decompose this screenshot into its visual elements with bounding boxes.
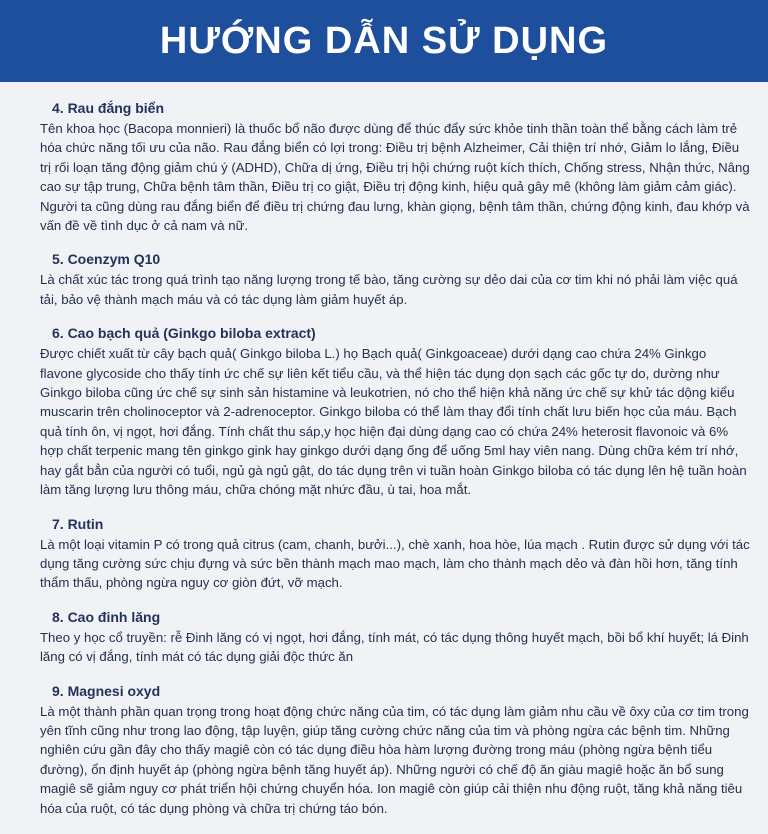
section-heading: 8. Cao đinh lăng (52, 608, 161, 625)
section-text: Được chiết xuất từ cây bạch quả( Ginkgo biloba L.) họ Bạch quả( Ginkgoaceae) dưới dạng cao chứa 24% Ginkgo flavone glycoside cho thấy tính ức chế sự liên kết tiểu cầu, và thể hiện tác dụng dọn sạch các gốc tự do, dường như Ginkgo biloba cũng ức chế sự sinh sản histamine và leukotrien, nó cho thể hiện khả năng ức chế sự khử tác dộng kiểu muscarin trên cholinoceptor và 2-adrenoceptor. Ginkgo biloba có thể làm thay đổi tính chất lưu biến học của máu. Bạch quả tính ôn, vị ngọt, hơi đắng. Tính chất thu sáp,y học hiện đại dùng dạng cao có chứa 24% heterosit flavonoic và 6% hợp chất terpenic mang tên ginkgo gink hay ginkgo dưới dạng ống để uống 5ml hay viên nang. Dùng chữa kém trí nhớ, hay gắt bẳn của người có tuổi, ngủ gà ngủ gật, do tác dụng trên vi tuần hoàn Ginkgo biloba có tác dụng lên hệ tuần hoàn làm tăng lượng lưu thông máu, chữa chóng mặt nhức đầu, ù tai, hoa mắt. (40, 346, 747, 498)
header-banner (0, 0, 768, 82)
section-heading: 9. Magnesi oxyd (52, 682, 161, 699)
section-text: Là một loại vitamin P có trong quả citrus (cam, chanh, bưởi...), chè xanh, hoa hòe, lúa mạch . Rutin được sử dụng với tác dụng tăng cường sức chịu đựng và sức bền thành mạch mao mạch, làm cho thành mạch dẻo và đàn hồi hơn, tăng tính thẩm thấu, phòng ngừa nguy cơ giòn đứt, vỡ mạch. (40, 536, 750, 591)
section-heading: 5. Coenzym Q10 (52, 251, 161, 268)
section-text: Là một thành phần quan trọng trong hoạt động chức năng của tim, có tác dụng làm giảm nhu cầu về ôxy của cơ tim trong yên tĩnh cũng như trong lao động, tập luyện, giúp tăng cường chức năng của tim và phòng ngừa các bệnh tim. Những nghiên cứu gần đây cho thấy magiê còn có tác dụng điều hòa hàm lượng đường trong máu (phòng ngừa bệnh tiểu đường), ổn định huyết áp (phòng ngừa bệnh tăng huyết áp). Những người có chế độ ăn giàu magiê hoặc ăn bổ sung magiê sẽ giảm nguy cơ phát triển hội chứng chuyển hóa. Ion magiê còn giúp cải thiện nhu động ruột, tăng khả năng tiêu hóa của ruột, có tác dụng phòng và chữa trị chứng táo bón. (40, 703, 749, 816)
page-title: HƯỚNG DẪN SỬ DỤNG (159, 19, 609, 62)
section-heading: 6. Cao bạch quả (Ginkgo biloba extract) (52, 325, 316, 342)
section-coenzym-q10 (40, 251, 752, 309)
document-body (40, 100, 752, 834)
section-heading: 4. Rau đắng biển (52, 100, 165, 116)
section-rau-dang-bien (40, 100, 752, 235)
section-text: Tên khoa học (Bacopa monnieri) là thuốc bổ não được dùng để thúc đẩy sức khỏe tinh thần toàn thể bằng cách làm trẻ hóa chức năng tối ưu của não. Rau đắng biển có lợi trong: Điều trị bệnh Alzheimer, Cải thiện trí nhớ, Giảm lo lắng, Điều trị rối loạn tăng động giảm chú ý (ADHD), Chữa dị ứng, Điều trị hội chứng ruột kích thích, Chống stress, Nhận thức, Nâng cao sự tập trung, Chữa bệnh tâm thần, Điều trị co giật, Điều trị động kinh, hiệu quả gây mê (không làm giảm cảm giác). Người ta cũng dùng rau đắng biển để điều trị chứng đau lưng, khàn giọng, bệnh tâm thần, chứng động kinh, đau khớp và vấn đề về tình dục ở cả nam và nữ. (40, 121, 750, 234)
section-heading: 7. Rutin (52, 515, 104, 532)
section-magnesi-oxyd (40, 683, 752, 818)
section-cao-bach-qua (40, 325, 752, 499)
section-text: Theo y học cổ truyền: rễ Đinh lăng có vị ngọt, hơi đắng, tính mát, có tác dụng thông huyết mạch, bồi bổ khí huyết; lá Đinh lăng có vị đắng, tính mát có tác dụng giải độc thức ăn (40, 629, 749, 665)
section-rutin (40, 516, 752, 593)
section-text: Là chất xúc tác trong quá trình tạo năng lượng trong tế bào, tăng cường sự dẻo dai của cơ tim khi nó phải làm việc quá tải, bảo vệ thành mạch máu và có tác dụng làm giảm huyết áp. (40, 272, 738, 307)
section-cao-dinh-lang (40, 609, 752, 667)
